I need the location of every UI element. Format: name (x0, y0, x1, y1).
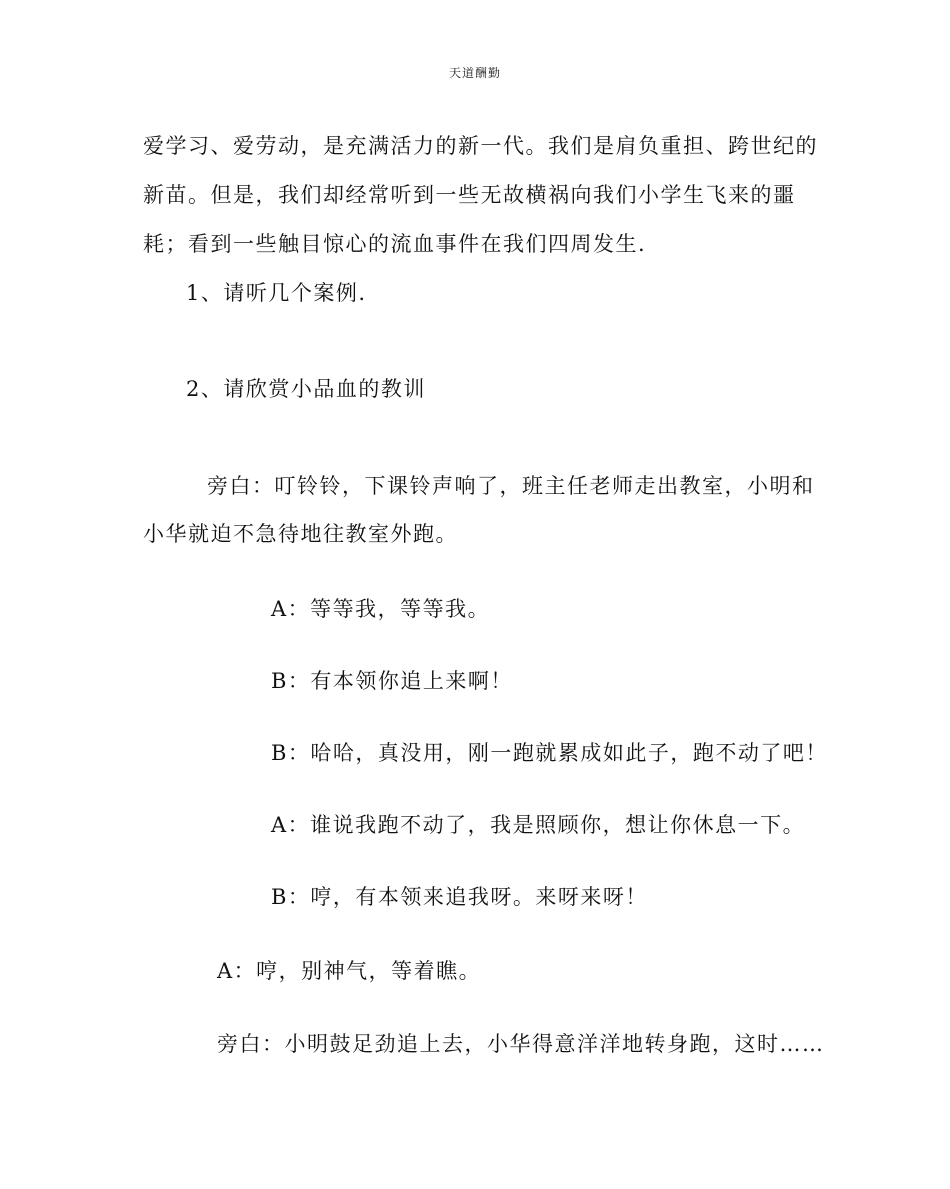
dialogue-line-6: A：哼，别神气，等着瞧。 (217, 959, 482, 983)
dialogue-line-4: A：谁说我跑不动了，我是照顾你，想让你休息一下。 (271, 813, 806, 837)
narration-line-3: 旁白：小明鼓足劲追上去，小华得意洋洋地转身跑，这时…… (217, 1032, 825, 1056)
dialogue-line-3: B：哈哈，真没用，刚一跑就累成如此子，跑不动了吧！ (271, 741, 828, 765)
dialogue-line-2: B：有本领你追上来啊！ (271, 669, 513, 693)
narration-line-2: 小华就迫不急待地往教室外跑。 (143, 522, 458, 546)
dialogue-line-5: B：哼，有本领来追我呀。来呀来呀！ (271, 885, 648, 909)
narration-line-1: 旁白：叮铃铃，下课铃声响了，班主任老师走出教室，小明和 (207, 474, 815, 498)
intro-line-3: 耗；看到一些触目惊心的流血事件在我们四周发生. (143, 232, 647, 256)
dialogue-line-1: A：等等我，等等我。 (271, 597, 491, 621)
intro-line-2: 新苗。但是，我们却经常听到一些无故横祸向我们小学生飞来的噩 (143, 183, 796, 207)
list-item-1: 1、请听几个案例. (186, 281, 367, 305)
list-item-2: 2、请欣赏小品血的教训 (186, 377, 426, 401)
intro-line-1: 爱学习、爱劳动，是充满活力的新一代。我们是肩负重担、跨世纪的 (143, 134, 818, 158)
page-header: 天道酬勤 (448, 66, 501, 80)
